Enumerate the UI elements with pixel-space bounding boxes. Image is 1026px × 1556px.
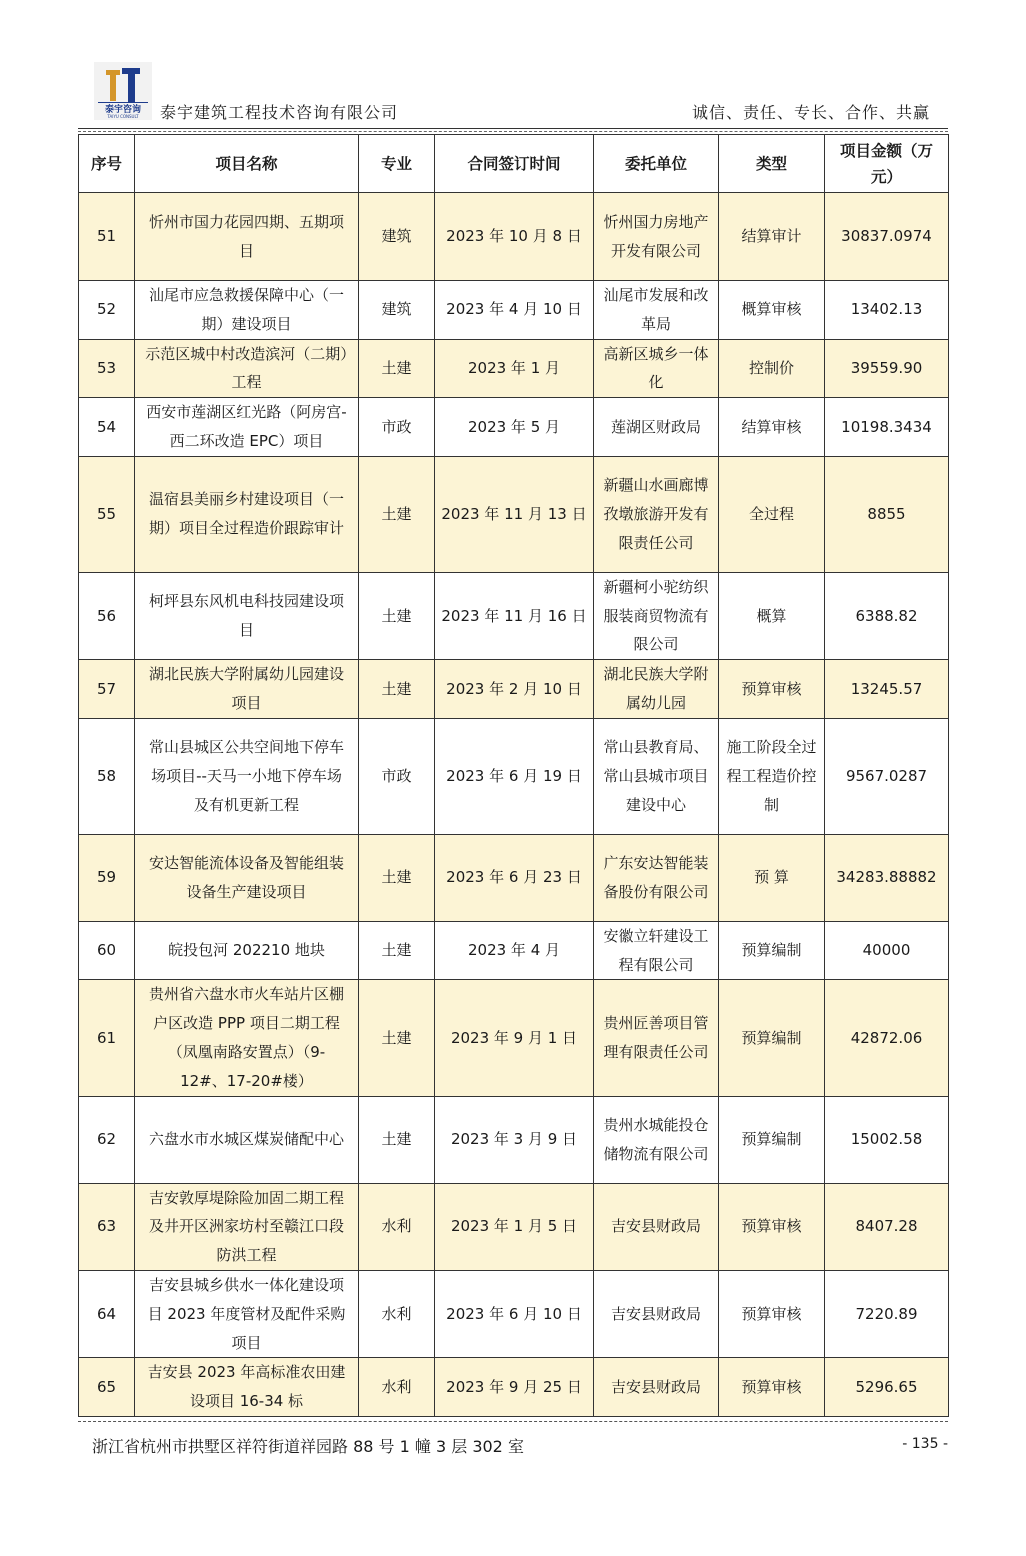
table-row bbox=[79, 572, 949, 659]
row-no: 65 bbox=[79, 1358, 135, 1417]
row-no: 64 bbox=[79, 1270, 135, 1357]
row-client: 吉安县财政局 bbox=[594, 1183, 719, 1270]
company-name: 泰宇建筑工程技术咨询有限公司 bbox=[160, 103, 399, 122]
row-type: 预算审核 bbox=[719, 660, 825, 719]
row-client: 贵州匠善项目管理有限责任公司 bbox=[594, 980, 719, 1096]
row-date: 2023 年 4 月 10 日 bbox=[435, 281, 594, 340]
row-no: 53 bbox=[79, 339, 135, 398]
row-client: 湖北民族大学附属幼儿园 bbox=[594, 660, 719, 719]
row-major: 土建 bbox=[359, 921, 435, 980]
row-client: 忻州国力房地产开发有限公司 bbox=[594, 193, 719, 281]
row-no: 55 bbox=[79, 456, 135, 572]
row-major: 建筑 bbox=[359, 281, 435, 340]
col-header-no: 序号 bbox=[79, 135, 135, 193]
row-amount: 40000 bbox=[825, 921, 949, 980]
row-major: 水利 bbox=[359, 1358, 435, 1417]
row-client: 吉安县财政局 bbox=[594, 1358, 719, 1417]
row-type: 控制价 bbox=[719, 339, 825, 398]
row-project-name: 吉安县城乡供水一体化建设项目 2023 年度管材及配件采购项目 bbox=[135, 1270, 359, 1357]
row-project-name: 皖投包河 202210 地块 bbox=[135, 921, 359, 980]
row-no: 63 bbox=[79, 1183, 135, 1270]
row-type: 概算 bbox=[719, 572, 825, 659]
row-type: 预算审核 bbox=[719, 1183, 825, 1270]
table-row bbox=[79, 339, 949, 398]
row-project-name: 常山县城区公共空间地下停车场项目--天马一小地下停车场及有机更新工程 bbox=[135, 718, 359, 834]
table-row bbox=[79, 398, 949, 457]
table-header-row bbox=[79, 135, 949, 193]
row-project-name: 六盘水市水城区煤炭储配中心 bbox=[135, 1096, 359, 1183]
row-client: 高新区城乡一体化 bbox=[594, 339, 719, 398]
row-major: 土建 bbox=[359, 980, 435, 1096]
row-no: 61 bbox=[79, 980, 135, 1096]
table-row bbox=[79, 1358, 949, 1417]
row-amount: 34283.88882 bbox=[825, 834, 949, 921]
row-no: 58 bbox=[79, 718, 135, 834]
row-no: 51 bbox=[79, 193, 135, 281]
row-amount: 5296.65 bbox=[825, 1358, 949, 1417]
row-date: 2023 年 2 月 10 日 bbox=[435, 660, 594, 719]
row-client: 莲湖区财政局 bbox=[594, 398, 719, 457]
col-header-date: 合同签订时间 bbox=[435, 135, 594, 193]
row-date: 2023 年 6 月 19 日 bbox=[435, 718, 594, 834]
table-row bbox=[79, 718, 949, 834]
row-project-name: 安达智能流体设备及智能组装设备生产建设项目 bbox=[135, 834, 359, 921]
row-type: 预算编制 bbox=[719, 980, 825, 1096]
row-client: 贵州水城能投仓储物流有限公司 bbox=[594, 1096, 719, 1183]
row-client: 新疆柯小驼纺织服装商贸物流有限公司 bbox=[594, 572, 719, 659]
row-amount: 7220.89 bbox=[825, 1270, 949, 1357]
col-header-amount: 项目金额（万元） bbox=[825, 135, 949, 193]
row-major: 水利 bbox=[359, 1183, 435, 1270]
row-project-name: 吉安县 2023 年高标准农田建设项目 16-34 标 bbox=[135, 1358, 359, 1417]
row-no: 62 bbox=[79, 1096, 135, 1183]
row-type: 结算审核 bbox=[719, 398, 825, 457]
row-type: 预算审核 bbox=[719, 1270, 825, 1357]
table-row bbox=[79, 281, 949, 340]
row-project-name: 湖北民族大学附属幼儿园建设项目 bbox=[135, 660, 359, 719]
row-type: 结算审计 bbox=[719, 193, 825, 281]
row-no: 56 bbox=[79, 572, 135, 659]
row-client: 汕尾市发展和改革局 bbox=[594, 281, 719, 340]
row-no: 54 bbox=[79, 398, 135, 457]
row-type: 预 算 bbox=[719, 834, 825, 921]
row-amount: 10198.3434 bbox=[825, 398, 949, 457]
row-no: 52 bbox=[79, 281, 135, 340]
row-client: 安徽立轩建设工程有限公司 bbox=[594, 921, 719, 980]
row-amount: 13402.13 bbox=[825, 281, 949, 340]
row-major: 市政 bbox=[359, 718, 435, 834]
row-major: 土建 bbox=[359, 1096, 435, 1183]
col-header-type: 类型 bbox=[719, 135, 825, 193]
row-project-name: 贵州省六盘水市火车站片区棚户区改造 PPP 项目二期工程（凤凰南路安置点）（9-12#、17-20#楼） bbox=[135, 980, 359, 1096]
logo-subtext: TAIYU CONSULT bbox=[107, 114, 139, 119]
row-date: 2023 年 11 月 16 日 bbox=[435, 572, 594, 659]
row-major: 土建 bbox=[359, 456, 435, 572]
table-row bbox=[79, 660, 949, 719]
table-row bbox=[79, 980, 949, 1096]
company-logo bbox=[94, 62, 152, 120]
row-project-name: 吉安敦厚堤除险加固二期工程及井开区洲家坊村至赣江口段防洪工程 bbox=[135, 1183, 359, 1270]
table-row bbox=[79, 456, 949, 572]
row-type: 施工阶段全过程工程造价控制 bbox=[719, 718, 825, 834]
row-major: 水利 bbox=[359, 1270, 435, 1357]
row-type: 概算审核 bbox=[719, 281, 825, 340]
row-project-name: 柯坪县东风机电科技园建设项目 bbox=[135, 572, 359, 659]
row-major: 市政 bbox=[359, 398, 435, 457]
project-table bbox=[78, 134, 949, 1417]
row-date: 2023 年 9 月 1 日 bbox=[435, 980, 594, 1096]
company-motto: 诚信、责任、专长、合作、共赢 bbox=[691, 103, 930, 122]
row-no: 60 bbox=[79, 921, 135, 980]
table-row bbox=[79, 193, 949, 281]
row-date: 2023 年 3 月 9 日 bbox=[435, 1096, 594, 1183]
row-project-name: 西安市莲湖区红光路（阿房宫-西二环改造 EPC）项目 bbox=[135, 398, 359, 457]
logo-text: 泰宇咨询 bbox=[104, 105, 142, 115]
row-date: 2023 年 5 月 bbox=[435, 398, 594, 457]
header-divider bbox=[78, 128, 948, 129]
row-client: 吉安县财政局 bbox=[594, 1270, 719, 1357]
row-project-name: 温宿县美丽乡村建设项目（一期）项目全过程造价跟踪审计 bbox=[135, 456, 359, 572]
table-row bbox=[79, 1096, 949, 1183]
row-amount: 8407.28 bbox=[825, 1183, 949, 1270]
table-row bbox=[79, 1183, 949, 1270]
header-divider-dashed bbox=[78, 131, 948, 132]
row-amount: 15002.58 bbox=[825, 1096, 949, 1183]
row-date: 2023 年 1 月 5 日 bbox=[435, 1183, 594, 1270]
row-date: 2023 年 9 月 25 日 bbox=[435, 1358, 594, 1417]
row-project-name: 忻州市国力花园四期、五期项目 bbox=[135, 193, 359, 281]
row-type: 预算编制 bbox=[719, 1096, 825, 1183]
row-amount: 6388.82 bbox=[825, 572, 949, 659]
footer-divider bbox=[78, 1421, 948, 1422]
row-type: 预算审核 bbox=[719, 1358, 825, 1417]
table-row bbox=[79, 1270, 949, 1357]
row-amount: 39559.90 bbox=[825, 339, 949, 398]
row-client: 广东安达智能装备股份有限公司 bbox=[594, 834, 719, 921]
row-major: 土建 bbox=[359, 339, 435, 398]
row-type: 预算编制 bbox=[719, 921, 825, 980]
table-row bbox=[79, 834, 949, 921]
footer-address: 浙江省杭州市拱墅区祥符街道祥园路 88 号 1 幢 3 层 302 室 bbox=[92, 1437, 524, 1456]
row-date: 2023 年 1 月 bbox=[435, 339, 594, 398]
col-header-name: 项目名称 bbox=[135, 135, 359, 193]
col-header-client: 委托单位 bbox=[594, 135, 719, 193]
row-major: 土建 bbox=[359, 660, 435, 719]
row-date: 2023 年 10 月 8 日 bbox=[435, 193, 594, 281]
row-major: 土建 bbox=[359, 834, 435, 921]
row-project-name: 示范区城中村改造滨河（二期）工程 bbox=[135, 339, 359, 398]
row-project-name: 汕尾市应急救援保障中心（一期）建设项目 bbox=[135, 281, 359, 340]
row-amount: 13245.57 bbox=[825, 660, 949, 719]
page-number: - 135 - bbox=[902, 1436, 948, 1452]
row-date: 2023 年 6 月 10 日 bbox=[435, 1270, 594, 1357]
row-date: 2023 年 11 月 13 日 bbox=[435, 456, 594, 572]
row-date: 2023 年 4 月 bbox=[435, 921, 594, 980]
col-header-major: 专业 bbox=[359, 135, 435, 193]
row-type: 全过程 bbox=[719, 456, 825, 572]
row-amount: 30837.0974 bbox=[825, 193, 949, 281]
row-client: 新疆山水画廊博孜墩旅游开发有限责任公司 bbox=[594, 456, 719, 572]
row-amount: 9567.0287 bbox=[825, 718, 949, 834]
row-major: 建筑 bbox=[359, 193, 435, 281]
row-client: 常山县教育局、常山县城市项目建设中心 bbox=[594, 718, 719, 834]
row-no: 59 bbox=[79, 834, 135, 921]
row-major: 土建 bbox=[359, 572, 435, 659]
row-no: 57 bbox=[79, 660, 135, 719]
row-date: 2023 年 6 月 23 日 bbox=[435, 834, 594, 921]
row-amount: 42872.06 bbox=[825, 980, 949, 1096]
table-row bbox=[79, 921, 949, 980]
row-amount: 8855 bbox=[825, 456, 949, 572]
